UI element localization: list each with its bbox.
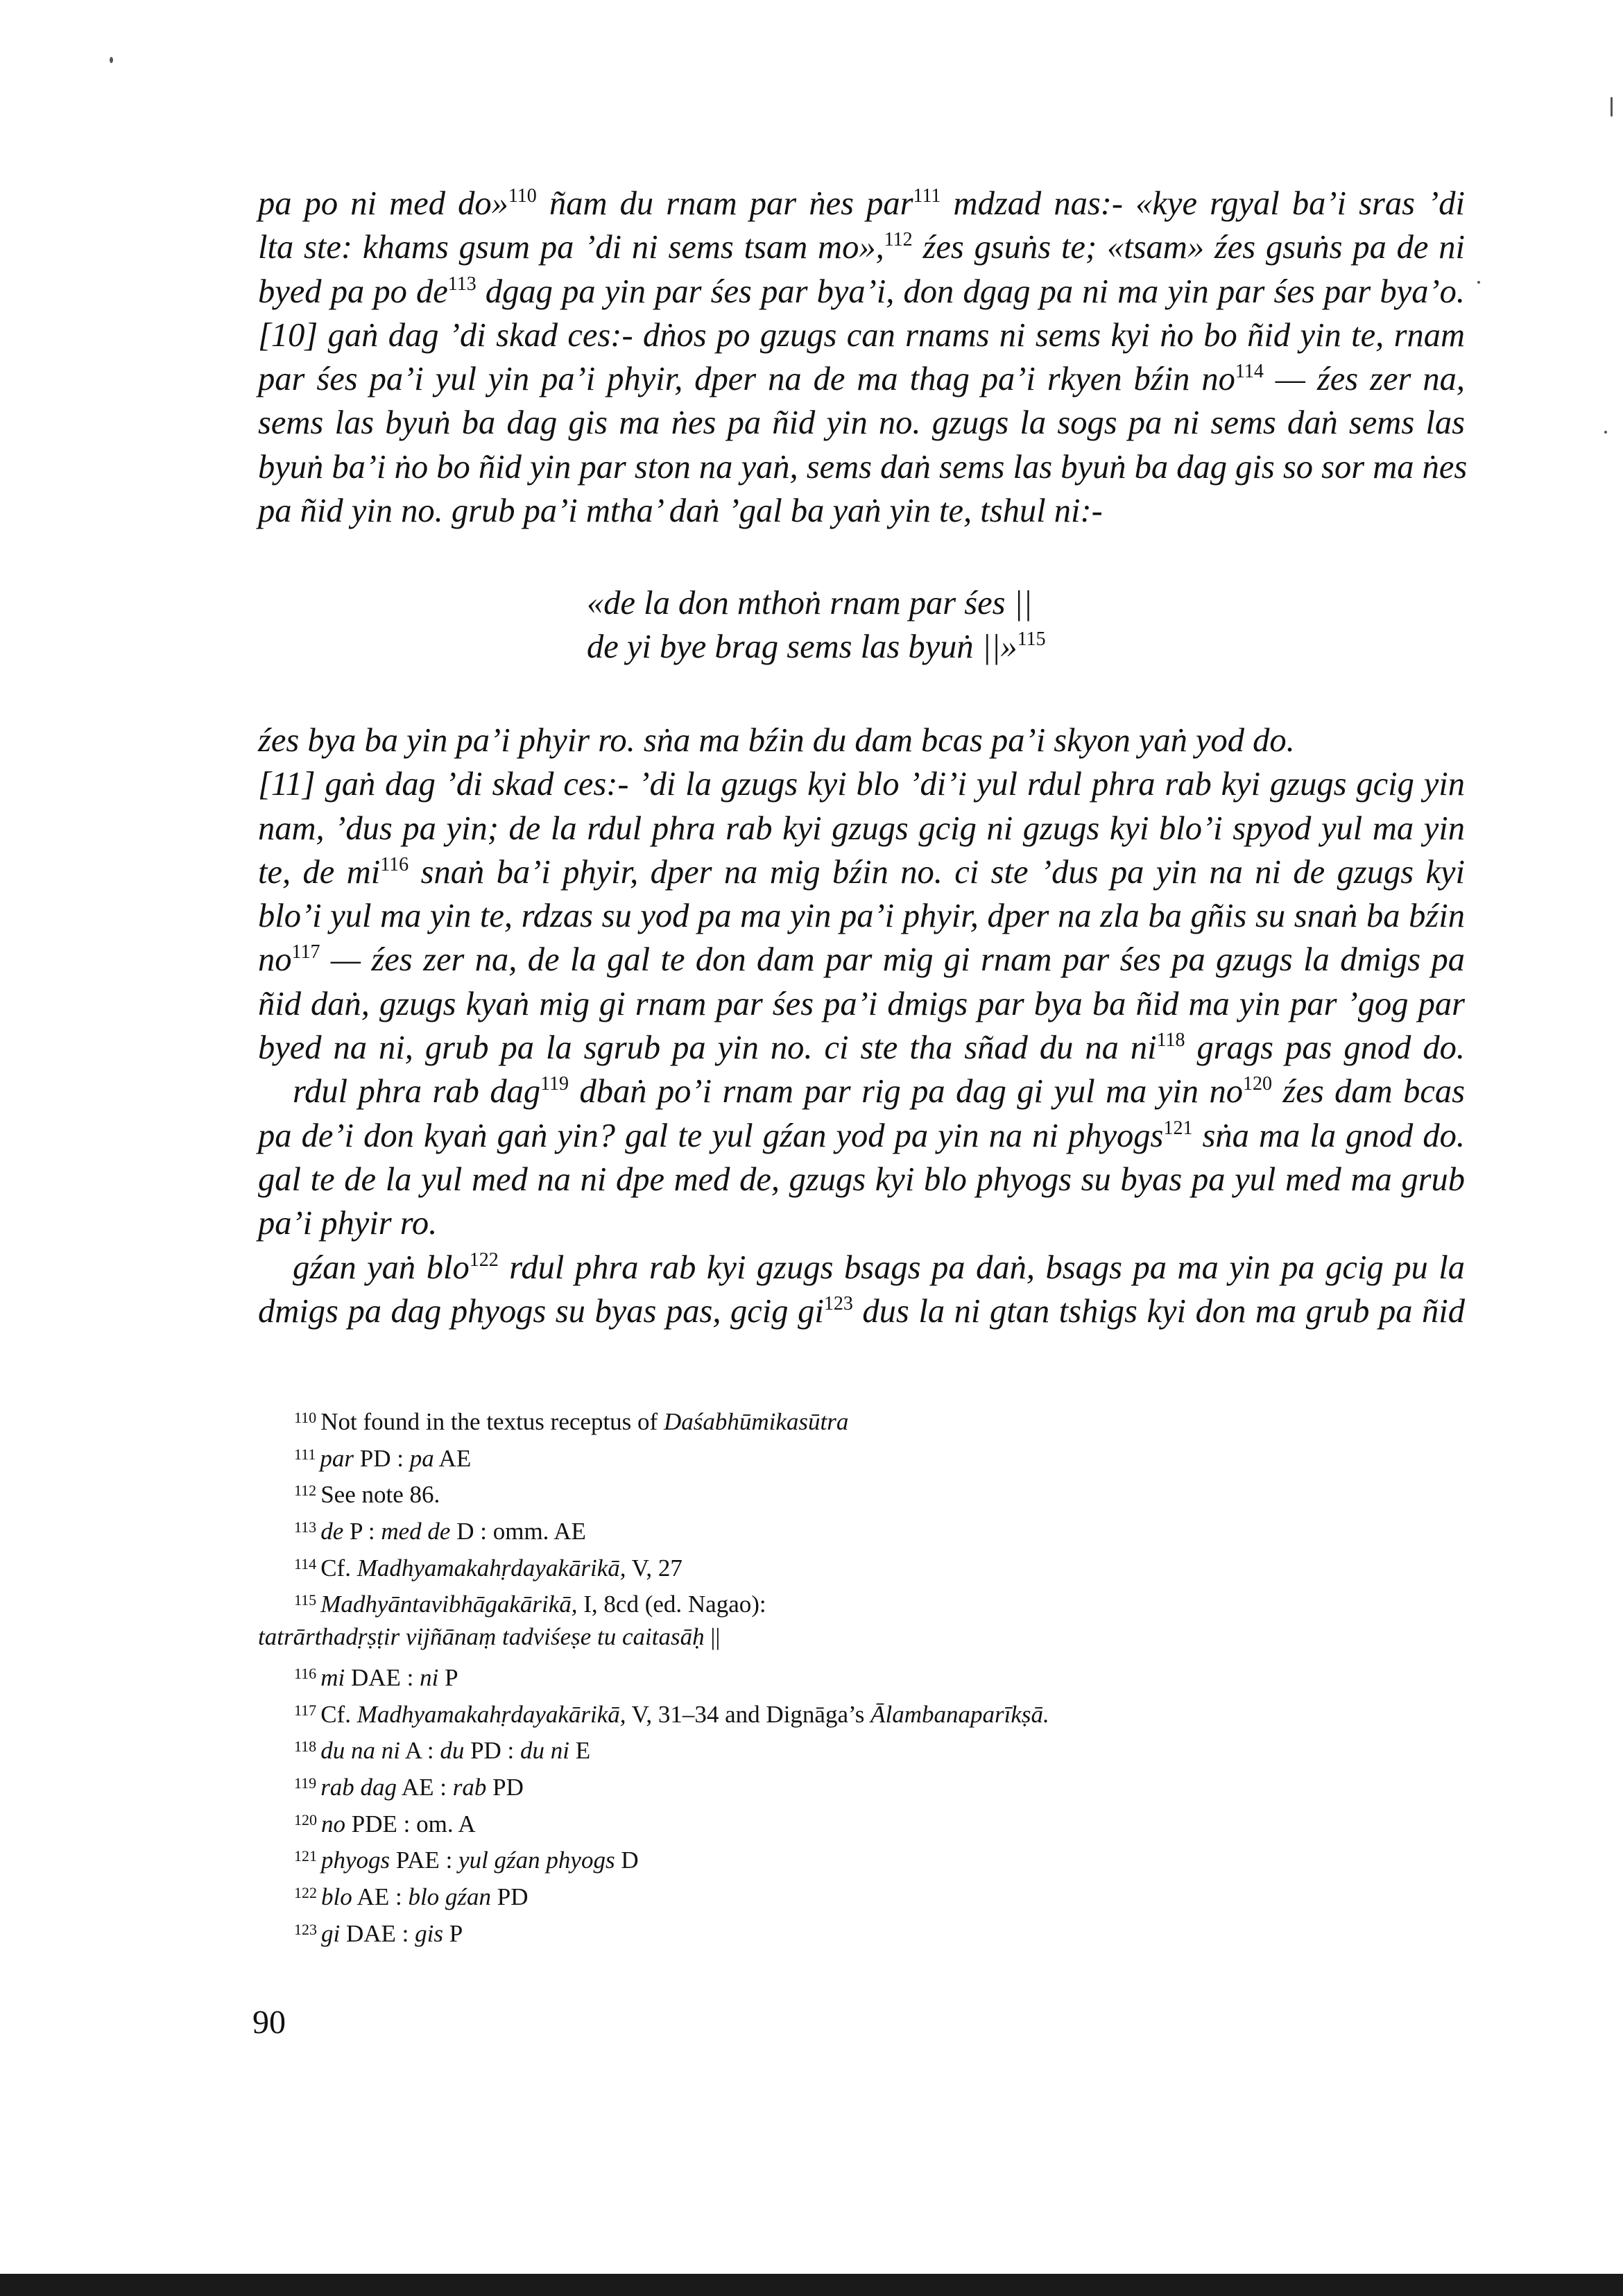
text-line: sems las byuṅ ba dag gis ma ṅes pa ñid yin no. gzugs la sogs pa ni sems daṅ sems las	[258, 404, 1465, 442]
text-line: dmigs pa dag phyogs su byas pas, gcig $gi^{123}$ dus la ni gtan tshigs kyi don ma grub pa ñid	[258, 1292, 1466, 1330]
footnotes	[258, 1400, 1465, 1948]
text-line: lta ste: khams gsum pa ’di ni sems tsam mo»,$^{112}$ źes gsuṅs te; «tsam» źes gsuṅs pa de ni	[258, 229, 1465, 266]
footnote: $^{110}$ Not found in the textus receptus of Daśabhūmikasūtra	[294, 1408, 849, 1435]
footnote: $^{113}$ de P : med de D : omm. AE	[294, 1518, 586, 1545]
page-number: 90	[252, 2004, 286, 2041]
footnote: $^{116}$ mi DAE : ni P	[294, 1663, 458, 1691]
footnote: $^{119}$ rab dag AE : rab PD	[294, 1773, 524, 1801]
footnote: $^{122}$ blo AE : blo gźan PD	[294, 1883, 529, 1910]
footnote: $^{121}$ phyogs PAE : yul gźan phyogs D	[294, 1847, 639, 1874]
footnote: $^{114}$ Cf. Madhyamakahṛdayakārikā, V, 27	[294, 1554, 682, 1582]
text-line: gźan yaṅ blo$^{122}$ rdul phra rab kyi gzugs bsags pa daṅ, bsags pa ma yin pa gcig pu la	[293, 1249, 1465, 1286]
text-line: byuṅ ba’i ṅo bo ñid yin par ston na yaṅ, sems daṅ sems las byuṅ ba dag gis so sor ma ṅes	[258, 448, 1468, 486]
text-line: blo’i yul ma yin te, rdzas su yod pa ma yin pa’i phyir, dper na zla ba gñis su snaṅ ba bźin	[258, 898, 1465, 935]
text-line: pa de’i don kyaṅ gaṅ yin? gal te yul gźan yod pa yin na ni phyogs$^{121}$ sṅa ma la gnod do.	[258, 1117, 1466, 1154]
text-line: gal te de la yul med na ni dpe med de, gzugs kyi blo phyogs su byas pa yul med ma grub	[258, 1160, 1465, 1198]
footnote-continuation: tatrārthadṛṣṭir vijñānaṃ tadviśeṣe tu caitasāḥ ||	[258, 1623, 721, 1651]
text-line: nam, ’dus pa yin; de la rdul phra rab kyi gzugs gcig ni gzugs kyi blo’i spyod yul ma yin	[258, 809, 1465, 847]
text-line: ñid daṅ, gzugs kyaṅ mig gi rnam par śes pa’i dmigs par bya ba ñid ma yin par ’gog par	[258, 985, 1465, 1022]
footnote: $^{111}$ par PD : pa AE	[294, 1444, 472, 1472]
scan-speck	[1604, 431, 1607, 434]
text-line: te, de $mi^{116}$ snaṅ ba’i phyir, dper na mig bźin no. ci ste ’dus pa yin na ni de gzugs kyi	[258, 853, 1465, 891]
text-line: pa ñid yin no. grub pa’i mtha’ daṅ ’gal ba yaṅ yin te, tshul ni:-	[258, 492, 1103, 530]
text-line: [10] gaṅ dag ’di skad ces:- dṅos po gzugs can rnams ni sems kyi ṅo bo ñid yin te, rnam	[258, 316, 1465, 354]
scan-speck	[110, 57, 113, 63]
main-paragraph-2	[258, 719, 1465, 1333]
footnote: $^{115}$ Madhyāntavibhāgakārikā, I, 8cd (ed. Nagao):	[294, 1591, 766, 1618]
text-line: byed na ni, grub pa la sgrub pa yin no. ci ste tha sñad du na $ni^{118}$ grags pas gnod do.	[258, 1029, 1465, 1067]
text-line: par śes pa’i yul yin pa’i phyir, dper na de ma thag pa’i rkyen bźin $no^{114}$ — źes zer na,	[258, 361, 1465, 398]
verse-line-1: «de la don mthoṅ rnam par śes ||	[587, 585, 1033, 622]
footnote: $^{123}$ gi DAE : gis P	[294, 1919, 463, 1947]
scan-border	[0, 2274, 1623, 2296]
main-paragraph-1	[258, 182, 1468, 533]
scan-speck	[1477, 281, 1480, 284]
text-line: byed pa po $de^{113}$ dgag pa yin par śes par bya’i, don dgag pa ni ma yin par śes par bya’o.	[258, 273, 1465, 310]
scan-speck	[1611, 97, 1613, 117]
footnote: $^{118}$ du na ni A : du PD : du ni E	[294, 1737, 591, 1765]
text-line: rdul phra rab dag$^{119}$ dbaṅ po’i rnam par rig pa dag gi yul ma yin $no^{120}$ źes dam bcas	[293, 1073, 1465, 1111]
footnote: $^{112}$ See note 86.	[294, 1481, 440, 1509]
verse-line-2: de yi bye brag sems las byuṅ ||»$^{115}$	[587, 628, 1046, 666]
footnote: $^{120}$ no PDE : om. A	[294, 1810, 476, 1837]
verse-quote	[587, 581, 1046, 669]
text-line: $no^{117}$ — źes zer na, de la gal te don dam par mig gi rnam par śes pa gzugs la dmigs pa	[258, 941, 1465, 979]
text-line: [11] gaṅ dag ’di skad ces:- ’di la gzugs kyi blo ’di’i yul rdul phra rab kyi gzugs gcig yin	[258, 766, 1465, 803]
text-line: pa’i phyir ro.	[258, 1205, 438, 1242]
text-line: pa po ni med do»$^{110}$ ñam du rnam par ṅes par$^{111}$ mdzad nas:- «kye rgyal ba’i sras ’di	[258, 185, 1465, 222]
text-line: źes bya ba yin pa’i phyir ro. sṅa ma bźin du dam bcas pa’i skyon yaṅ yod do.	[258, 722, 1295, 759]
footnote: $^{117}$ Cf. Madhyamakahṛdayakārikā, V, 31–34 and Dignāga’s Ālambanaparīkṣā.	[294, 1700, 1049, 1728]
